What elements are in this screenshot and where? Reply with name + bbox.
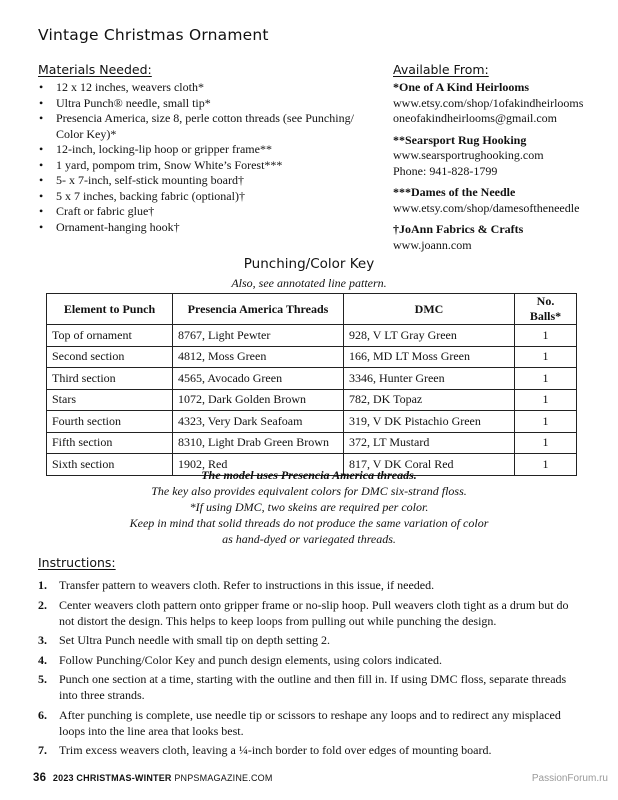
table-cell: 1072, Dark Golden Brown xyxy=(173,389,344,411)
note-line: The model uses Presencia America threads. xyxy=(201,468,417,482)
column-header: DMC xyxy=(344,294,515,325)
table-cell: 319, V DK Pistachio Green xyxy=(344,411,515,433)
table-cell: Third section xyxy=(47,368,173,390)
table-cell: 1 xyxy=(515,325,577,347)
color-key-heading: Punching/Color Key xyxy=(243,256,375,272)
page-number: 36 xyxy=(33,772,47,784)
table-cell: 1 xyxy=(515,368,577,390)
step-text: Trim excess weavers cloth, leaving a ¼-inch border to fold over edges of mounting board. xyxy=(59,743,492,757)
table-cell: 1 xyxy=(515,432,577,454)
supplier-dames xyxy=(393,185,603,216)
list-item xyxy=(38,632,586,648)
step-number: 1. xyxy=(38,578,47,592)
watermark: PassionForum.ru xyxy=(531,773,608,784)
supplier-link[interactable]: www.joann.com xyxy=(393,237,472,252)
step-number: 4. xyxy=(38,652,47,667)
list-item xyxy=(38,652,586,668)
table-header-row xyxy=(47,294,577,325)
note-line: *If using DMC, two skeins are required per color. xyxy=(189,500,429,514)
supplier-one-of-a-kind xyxy=(393,80,603,127)
step-text: Transfer pattern to weavers cloth. Refer to instructions in this issue, if needed. xyxy=(59,578,435,592)
step-number: 5. xyxy=(38,672,47,686)
table-row xyxy=(47,432,577,454)
supplier-name: **Searsport Rug Hooking xyxy=(393,132,527,147)
table-cell: 1902, Red xyxy=(173,454,344,476)
supplier-link[interactable]: www.searsportrughooking.com xyxy=(393,148,544,162)
issue-label: 2023 CHRISTMAS-WINTER xyxy=(52,773,172,783)
table-cell: Second section xyxy=(47,346,173,368)
table-row xyxy=(47,325,577,347)
table-row xyxy=(47,346,577,368)
table-cell: 166, MD LT Moss Green xyxy=(344,346,515,368)
table-cell: 1 xyxy=(515,346,577,368)
table-cell: 1 xyxy=(515,411,577,433)
list-item xyxy=(38,707,586,739)
supplier-name: †JoAnn Fabrics & Crafts xyxy=(393,222,524,236)
step-text: Set Ultra Punch needle with small tip on depth setting 2. xyxy=(59,633,330,647)
note-line: Keep in mind that solid threads do not produce the same variation of color xyxy=(129,516,489,530)
list-item xyxy=(38,671,586,703)
table-cell: Fourth section xyxy=(47,411,173,433)
table-cell: 1 xyxy=(515,389,577,411)
step-number: 2. xyxy=(38,597,47,612)
supplier-name: *One of A Kind Heirlooms xyxy=(393,80,530,94)
table-cell: Fifth section xyxy=(47,432,173,454)
list-item: • 5 x 7 inches, backing fabric (optional)† xyxy=(38,189,378,205)
step-text: After punching is complete, use needle tip or scissors to reshape any loops and to redirect any misplaced loops into the line area that looks best. xyxy=(59,707,561,738)
step-number: 6. xyxy=(38,707,47,722)
list-item: • Ultra Punch® needle, small tip* xyxy=(38,96,378,112)
table-cell: 4323, Very Dark Seafoam xyxy=(173,411,344,433)
column-header: Element to Punch xyxy=(47,294,173,325)
materials-heading: Materials Needed: xyxy=(38,62,152,77)
table-cell: 928, V LT Gray Green xyxy=(344,325,515,347)
table-cell: 817, V DK Coral Red xyxy=(344,454,515,476)
materials-list xyxy=(38,80,378,235)
step-text: Follow Punching/Color Key and punch design elements, using colors indicated. xyxy=(59,652,442,667)
list-item: • 12 x 12 inches, weavers cloth* xyxy=(38,80,378,96)
table-cell: 8310, Light Drab Green Brown xyxy=(173,432,344,454)
table-cell: 372, LT Mustard xyxy=(344,432,515,454)
step-number: 3. xyxy=(38,633,47,647)
list-item: • Craft or fabric glue† xyxy=(38,204,378,220)
list-item: • 1 yard, pompom trim, Snow White’s Forest*** xyxy=(38,158,378,174)
column-header: Presencia America Threads xyxy=(173,294,344,325)
table-cell: 8767, Light Pewter xyxy=(173,325,344,347)
table-cell: 3346, Hunter Green xyxy=(344,368,515,390)
list-item: • 12-inch, locking-lip hoop or gripper frame** xyxy=(38,142,378,158)
supplier-list xyxy=(393,80,603,259)
color-key-subtitle: Also, see annotated line pattern. xyxy=(231,276,387,290)
step-number: 7. xyxy=(38,743,47,757)
table-cell: 1 xyxy=(515,454,577,476)
instruction-steps xyxy=(38,577,586,762)
note-line: The key also provides equivalent colors for DMC six-strand floss. xyxy=(151,484,467,498)
list-item: • 5- x 7-inch, self-stick mounting board† xyxy=(38,173,378,189)
step-text: Punch one section at a time, starting with the outline and then fill in. If using DMC floss, separate threads into three strands. xyxy=(59,672,567,702)
table-cell: Stars xyxy=(47,389,173,411)
color-key-notes xyxy=(0,467,618,547)
table-cell: 782, DK Topaz xyxy=(344,389,515,411)
step-text: Center weavers cloth pattern onto gripper frame or no-slip hoop. Pull weavers cloth tight as a drum but do not distort the design. This helps to keep loops from pulling out while punching the design. xyxy=(59,597,569,628)
color-key-table xyxy=(46,293,577,476)
page-footer xyxy=(33,772,273,784)
table-row xyxy=(47,368,577,390)
supplier-phone: Phone: 941-828-1799 xyxy=(393,163,498,178)
list-item: • Ornament-hanging hook† xyxy=(38,220,378,236)
site-link[interactable]: PNPSMAGAZINE.COM xyxy=(174,773,273,783)
list-item xyxy=(38,577,586,593)
supplier-joann xyxy=(393,222,603,253)
list-item xyxy=(38,742,586,758)
supplier-searsport xyxy=(393,133,603,180)
table-cell: 4812, Moss Green xyxy=(173,346,344,368)
page-title: Vintage Christmas Ornament xyxy=(38,26,269,44)
list-item: • Presencia America, size 8, perle cotton threads (see Punching/ Color Key)* xyxy=(38,111,378,142)
note-line: as hand-dyed or variegated threads. xyxy=(222,532,396,546)
instructions-heading: Instructions: xyxy=(38,555,116,570)
table-row xyxy=(47,411,577,433)
column-header: No. Balls* xyxy=(515,294,577,325)
supplier-name: ***Dames of the Needle xyxy=(393,185,516,199)
supplier-link[interactable]: www.etsy.com/shop/damesoftheneedle xyxy=(393,200,580,215)
supplier-email[interactable]: oneofakindheirlooms@gmail.com xyxy=(393,111,558,125)
table-cell: Top of ornament xyxy=(47,325,173,347)
table-cell: 4565, Avocado Green xyxy=(173,368,344,390)
list-item xyxy=(38,597,586,629)
available-from-heading: Available From: xyxy=(393,62,489,77)
table-row xyxy=(47,389,577,411)
supplier-link[interactable]: www.etsy.com/shop/1ofakindheirlooms xyxy=(393,95,584,110)
table-cell: Sixth section xyxy=(47,454,173,476)
